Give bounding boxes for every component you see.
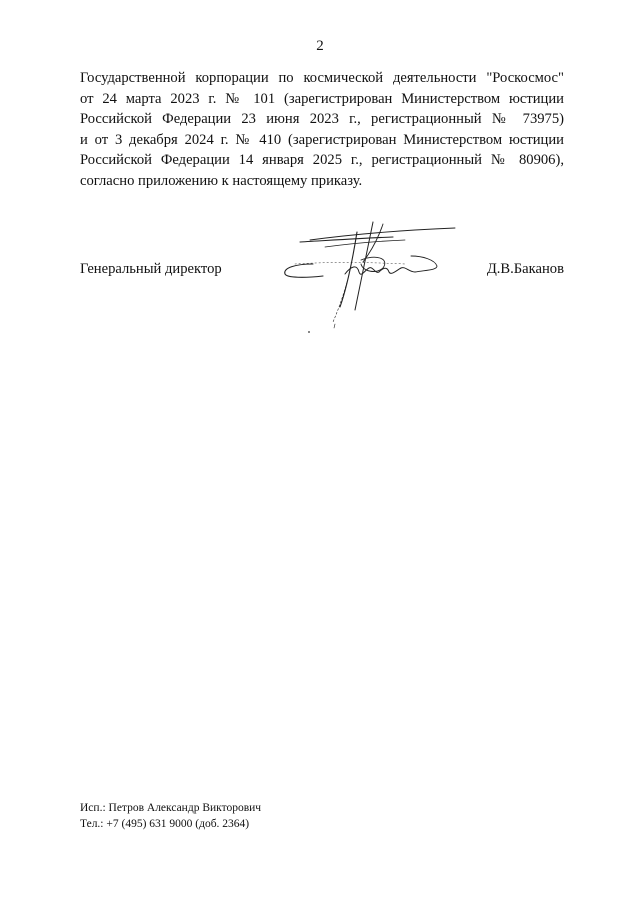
signer-title: Генеральный директор [80,261,222,277]
body-line: и от 3 декабря 2024 г. № 410 (зарегистрирован Министерством юстиции [80,131,564,148]
page-number: 2 [316,38,324,54]
body-line: Российской Федерации 23 июня 2023 г., регистрационный № 73975) [80,111,564,127]
body-line: Государственной корпорации по космической деятельности "Роскосмос" [80,70,564,86]
handwritten-signature [265,212,465,347]
executor-info [80,800,261,832]
body-paragraph [80,68,564,191]
signer-name: Д.В.Баканов [486,261,564,277]
body-line: Российской Федерации 14 января 2025 г., регистрационный № 80906), [80,152,564,168]
executor-name: Исп.: Петров Александр Викторович [80,802,262,814]
executor-phone: Тел.: +7 (495) 631 9000 (доб. 2364) [80,818,250,830]
body-line: согласно приложению к настоящему приказу. [80,172,363,189]
body-line: от 24 марта 2023 г. № 101 (зарегистрирован Министерством юстиции [80,90,564,107]
